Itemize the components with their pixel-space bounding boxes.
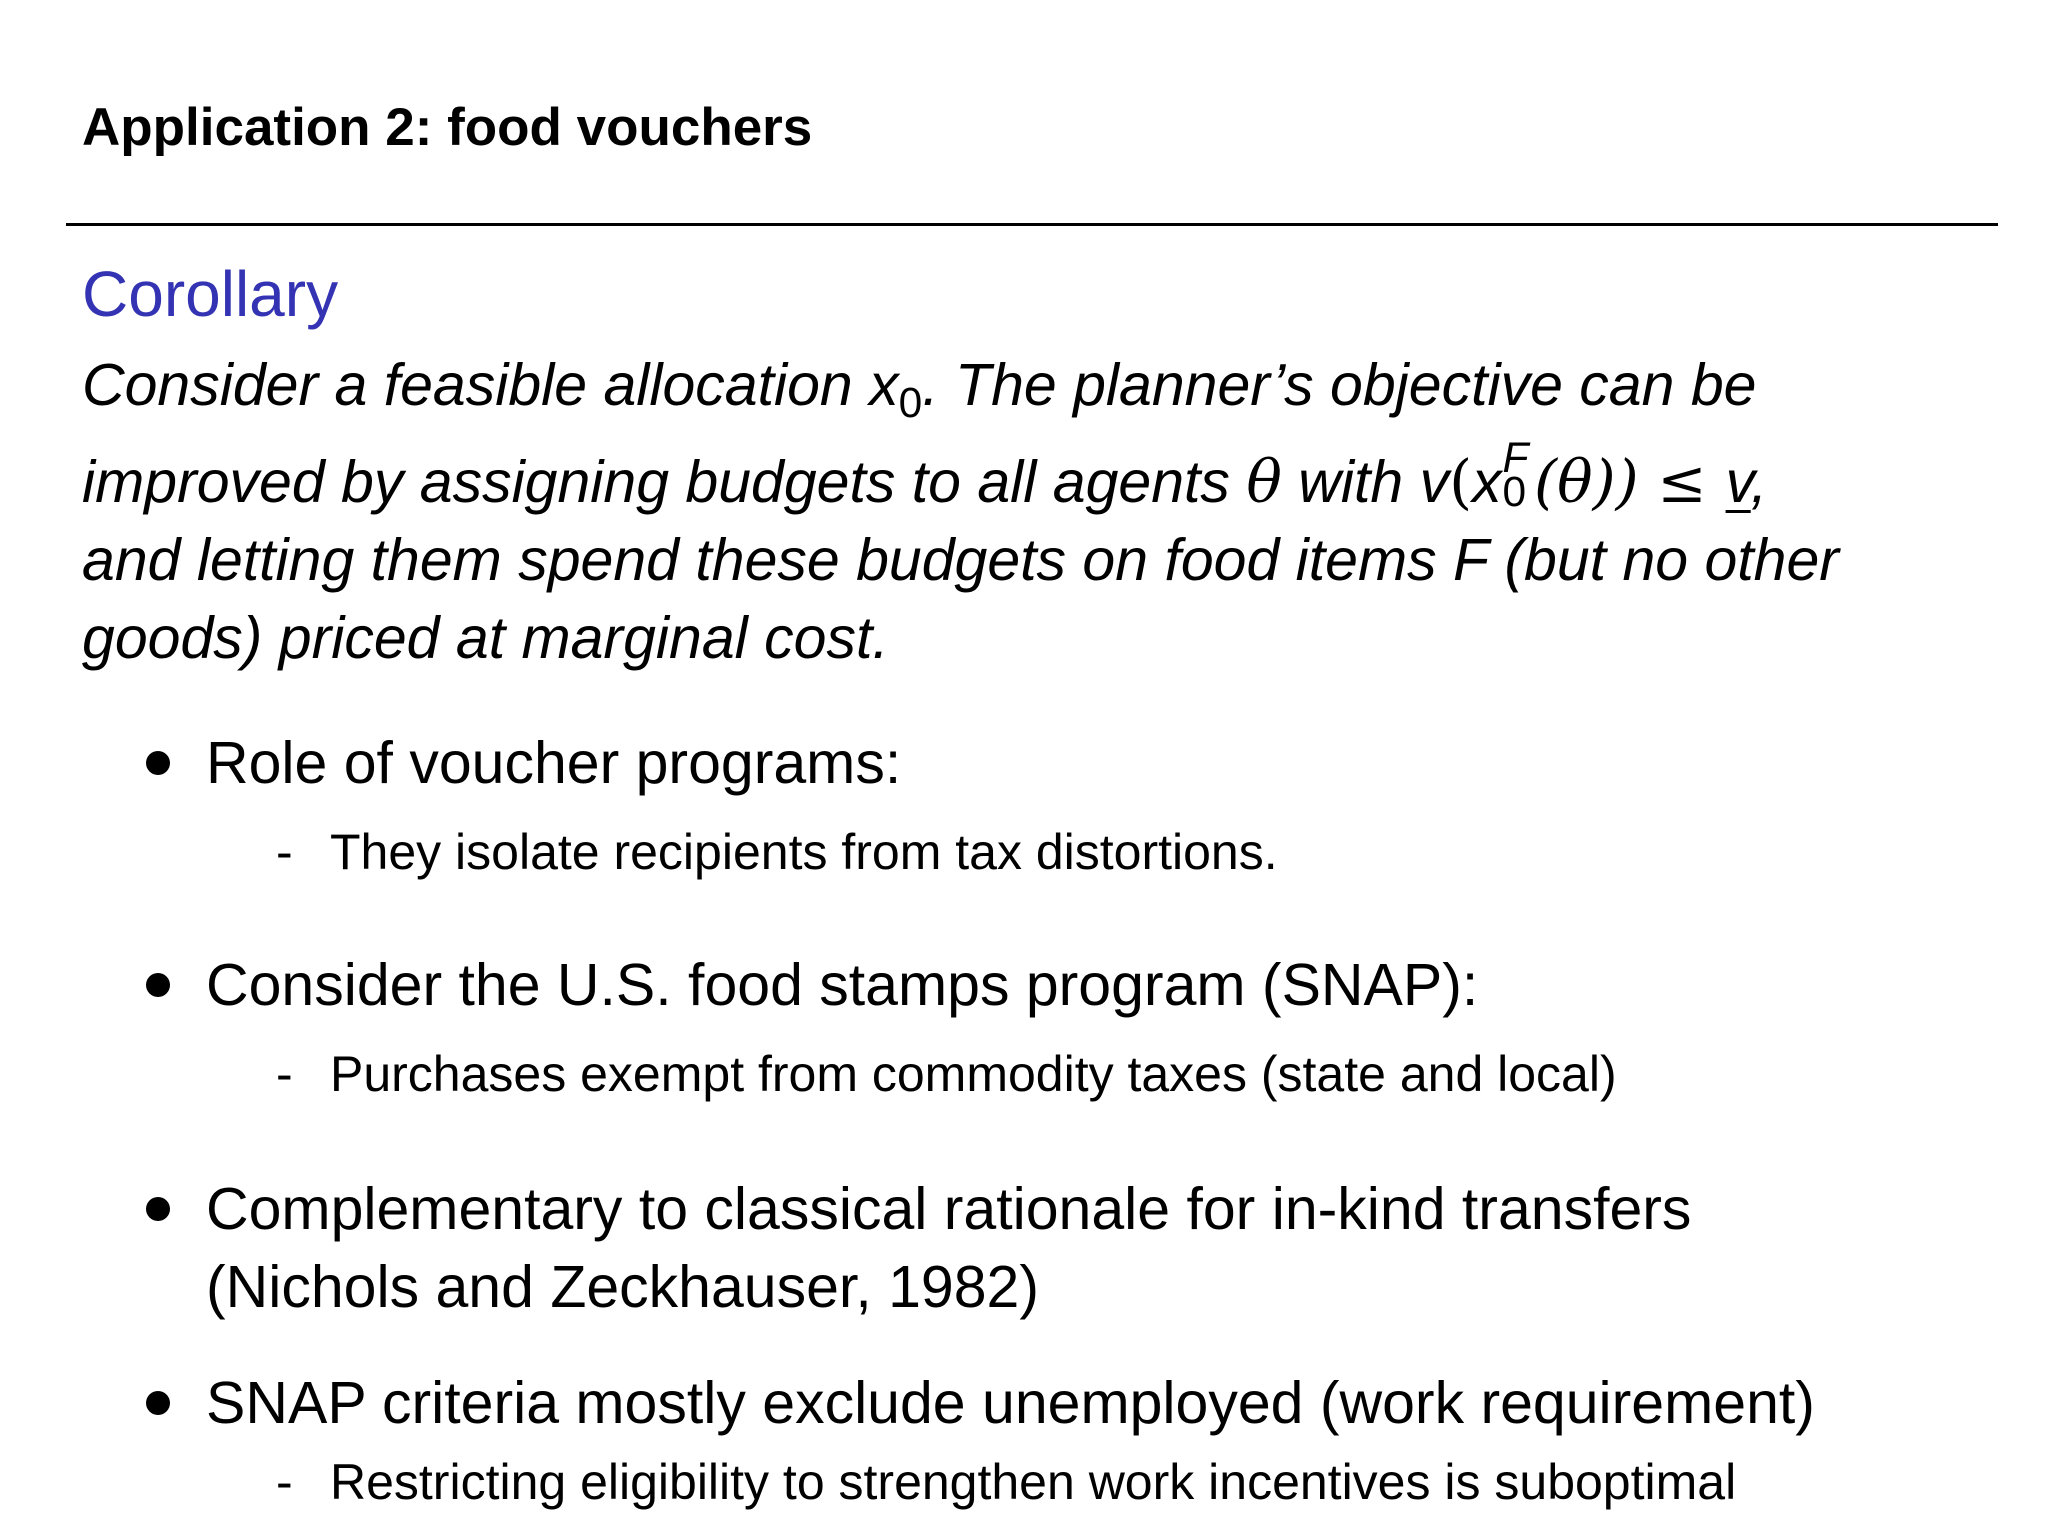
corollary-line-2-text: improved by assigning budgets to all agents [82, 448, 1247, 515]
corollary-heading: Corollary [82, 258, 339, 330]
sub-bullet-dash: - [276, 1454, 293, 1510]
corollary-line-2 [82, 434, 1982, 521]
bullet-text: Role of voucher programs: [206, 730, 902, 796]
bullet-text-line-2: (Nichols and Zeckhauser, 1982) [206, 1254, 1040, 1320]
allocation-subscript: 0 [898, 379, 923, 427]
frame-title: Application 2: food vouchers [82, 98, 813, 157]
bullet-text: SNAP criteria mostly exclude unemployed (work requirement) [206, 1370, 1815, 1436]
open-paren: ( [1449, 446, 1473, 516]
corollary-line-1 [82, 346, 1982, 443]
sub-bullet-text: They isolate recipients from tax distortions. [330, 824, 1278, 880]
value-function-symbol: v [1419, 448, 1450, 515]
bullet-text-line-1: Complementary to classical rationale for in-kind transfers [206, 1176, 1692, 1242]
line-2-comma: , [1750, 448, 1768, 515]
sub-bullet-text: Purchases exempt from commodity taxes (state and local) [330, 1046, 1617, 1102]
allocation-symbol: x [869, 352, 899, 418]
food-allocation-symbol: x [1472, 448, 1502, 515]
bullet-marker [146, 973, 170, 997]
food-superscript: F [1502, 434, 1529, 482]
bullet-marker [146, 1197, 170, 1221]
corollary-line-3: and letting them spend these budgets on food items F (but no other [82, 526, 1839, 593]
corollary-line-1-text: Consider a feasible allocation [82, 352, 870, 418]
sub-bullet-dash: - [276, 1046, 293, 1102]
bullet-marker [146, 751, 170, 775]
leq-symbol: ≤ [1638, 446, 1726, 516]
theta-argument: (θ)) [1534, 446, 1639, 516]
food-subscript: 0 [1502, 468, 1527, 516]
theta-symbol: θ [1246, 446, 1282, 516]
corollary-line-4: goods) priced at marginal cost. [82, 604, 889, 671]
food-allocation-scripts [1502, 434, 1534, 516]
bullet-text: Consider the U.S. food stamps program (SNAP): [206, 952, 1479, 1018]
with-word: with [1281, 448, 1420, 515]
threshold-symbol: v [1725, 448, 1751, 515]
corollary-statement [82, 346, 1982, 677]
sub-bullet-dash: - [276, 824, 293, 880]
title-divider [66, 223, 1998, 226]
bullet-marker [146, 1391, 170, 1415]
sub-bullet-text: Restricting eligibility to strengthen work incentives is suboptimal [330, 1454, 1737, 1510]
corollary-line-1-rest: . The planner’s objective can be [922, 352, 1757, 418]
